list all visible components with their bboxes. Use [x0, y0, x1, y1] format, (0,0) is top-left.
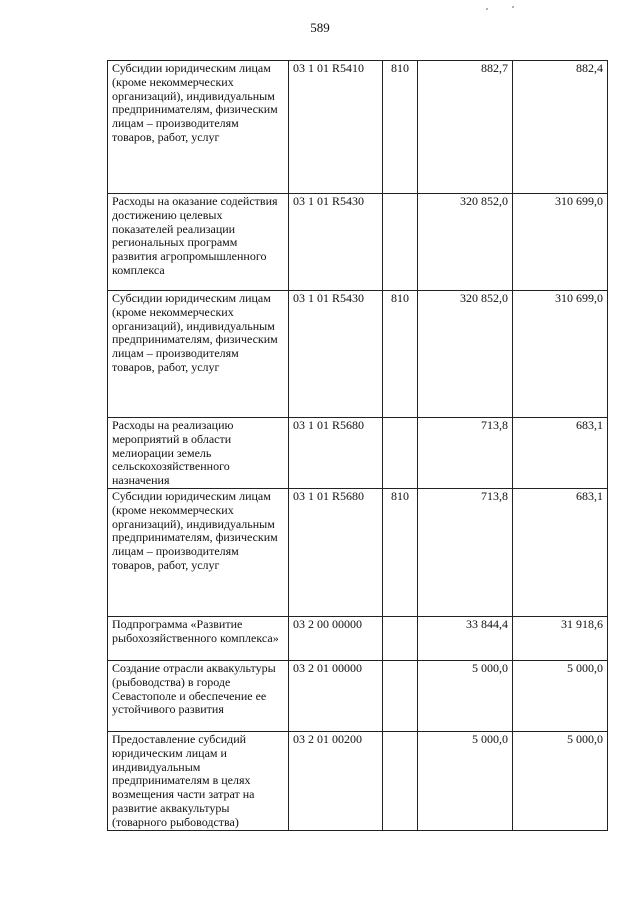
- row-code: 03 1 01 R5680: [289, 418, 383, 489]
- row-expense-type: [383, 194, 418, 291]
- budget-table: [107, 60, 608, 831]
- row-expense-type: 810: [383, 61, 418, 194]
- row-code: 03 2 00 00000: [289, 616, 383, 660]
- row-expense-type: 810: [383, 291, 418, 418]
- row-value-2: 310 699,0: [513, 291, 608, 418]
- row-code: 03 2 01 00000: [289, 660, 383, 731]
- table-row: [108, 291, 608, 418]
- table-row: [108, 488, 608, 616]
- table-row: [108, 61, 608, 194]
- row-expense-type: [383, 660, 418, 731]
- row-value-2: 683,1: [513, 488, 608, 616]
- row-expense-type: [383, 731, 418, 830]
- row-name: Субсидии юридическим лицам (кроме некоммерческих организаций), индивидуальным предпринимателям, физическим лицам – производителям товаров, работ, услуг: [108, 488, 289, 616]
- row-value-1: 320 852,0: [418, 194, 513, 291]
- row-value-2: 31 918,6: [513, 616, 608, 660]
- row-name: Расходы на оказание содействия достижению целевых показателей реализации региональных программ развития агропромышленного комплекса: [108, 194, 289, 291]
- row-code: 03 1 01 R5430: [289, 291, 383, 418]
- table-row: [108, 616, 608, 660]
- row-value-1: 713,8: [418, 418, 513, 489]
- scan-speck: [486, 8, 488, 10]
- row-expense-type: [383, 418, 418, 489]
- row-value-1: 33 844,4: [418, 616, 513, 660]
- row-expense-type: [383, 616, 418, 660]
- row-name: Предоставление субсидий юридическим лицам и индивидуальным предпринимателям в целях возмещения части затрат на развитие аквакультуры (товарного рыбоводства): [108, 731, 289, 830]
- row-code: 03 1 01 R5430: [289, 194, 383, 291]
- row-value-1: 882,7: [418, 61, 513, 194]
- row-value-1: 5 000,0: [418, 731, 513, 830]
- table-row: [108, 418, 608, 489]
- row-value-1: 5 000,0: [418, 660, 513, 731]
- row-code: 03 2 01 00200: [289, 731, 383, 830]
- row-value-2: 5 000,0: [513, 731, 608, 830]
- row-value-2: 882,4: [513, 61, 608, 194]
- table-row: [108, 194, 608, 291]
- row-value-1: 320 852,0: [418, 291, 513, 418]
- row-name: Расходы на реализацию мероприятий в области мелиорации земель сельскохозяйственного назначения: [108, 418, 289, 489]
- row-value-2: 310 699,0: [513, 194, 608, 291]
- page-number: 589: [310, 20, 330, 35]
- table-row: [108, 660, 608, 731]
- row-value-2: 683,1: [513, 418, 608, 489]
- row-name: Создание отрасли аквакультуры (рыбоводства) в городе Севастополе и обеспечение ее устойчивого развития: [108, 660, 289, 731]
- row-code: 03 1 01 R5410: [289, 61, 383, 194]
- row-name: Подпрограмма «Развитие рыбохозяйственного комплекса»: [108, 616, 289, 660]
- row-value-1: 713,8: [418, 488, 513, 616]
- table-row: [108, 731, 608, 830]
- scan-speck: [512, 6, 514, 8]
- row-expense-type: 810: [383, 488, 418, 616]
- row-name: Субсидии юридическим лицам (кроме некоммерческих организаций), индивидуальным предпринимателям, физическим лицам – производителям товаров, работ, услуг: [108, 61, 289, 194]
- row-value-2: 5 000,0: [513, 660, 608, 731]
- row-name: Субсидии юридическим лицам (кроме некоммерческих организаций), индивидуальным предпринимателям, физическим лицам – производителям товаров, работ, услуг: [108, 291, 289, 418]
- row-code: 03 1 01 R5680: [289, 488, 383, 616]
